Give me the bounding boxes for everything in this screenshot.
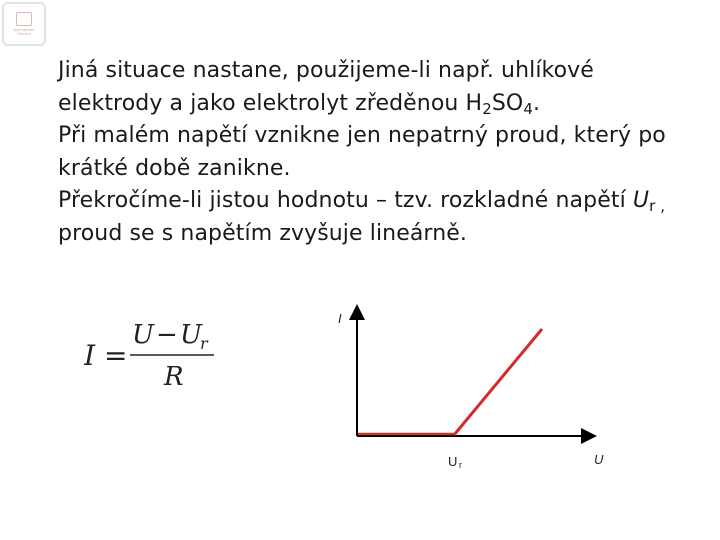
text-span: proud se s napětím zvyšuje lineárně. [58,220,467,246]
formula-num-r: r [200,334,208,353]
formula-minus: − [156,320,178,350]
logo-emblem [16,12,32,26]
formula-lhs: I [84,339,96,372]
paragraph-2-line-1 [58,120,718,153]
paragraph-3-line-2 [58,218,718,251]
text-span: Překročíme-li jistou hodnotu – tzv. rozkladné napětí [58,188,633,213]
formula-num-ur: U [180,320,202,350]
paragraph-2-line-2 [58,153,718,186]
formula-den: R [164,362,184,392]
text-span: Při malém napětí vznikne jen nepatrný proud, který po [58,123,666,148]
y-axis-label: I [338,311,342,326]
text-span: . [532,90,541,116]
threshold-label: U [448,454,458,469]
school-logo [2,2,46,46]
subscript-4: 4 [523,99,533,118]
logo-line-2: Hranice [17,32,31,36]
threshold-subscript: r [459,460,462,470]
variable-U: U [632,188,650,213]
linear-current-line [454,329,542,435]
formula-equals: = [104,339,128,372]
subscript-r: r , [649,197,666,215]
main-text [58,55,718,250]
text-span: SO [491,90,524,116]
text-span: krátké době zanikne. [58,155,291,181]
subscript-2: 2 [482,99,492,118]
paragraph-1-line-1 [58,55,718,88]
paragraph-3-line-1 [58,185,718,218]
ohm-formula [84,315,224,399]
text-span: Jiná situace nastane, použijeme-li např. uhlíkové [58,58,594,83]
text-span: elektrody a jako elektrolyt zředěnou H [58,90,483,116]
paragraph-1-line-2 [58,88,718,121]
formula-num-u: U [132,320,154,350]
current-voltage-graph [330,300,630,479]
logo-line-1: Gymnázium [13,27,35,32]
x-axis-label: U [594,452,604,467]
